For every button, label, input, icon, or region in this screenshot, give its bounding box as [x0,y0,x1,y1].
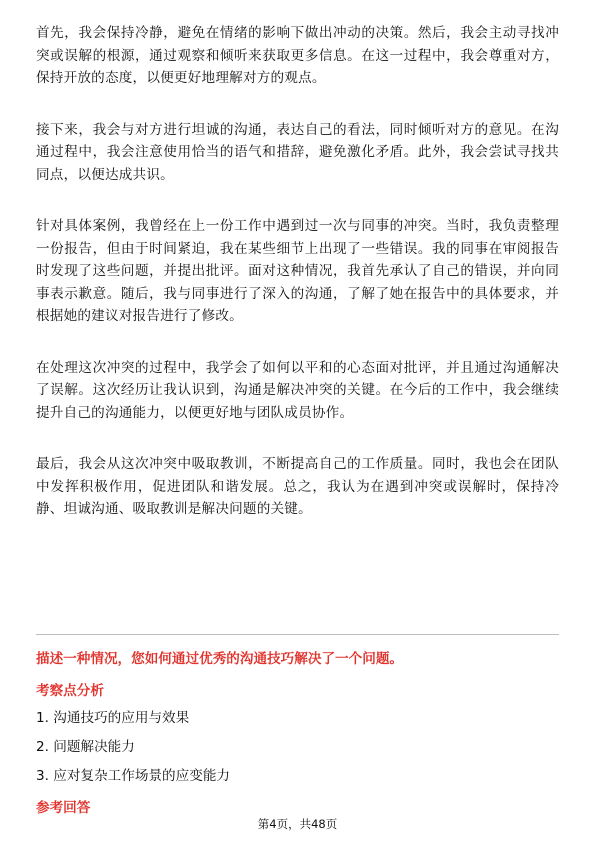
analysis-point-2: 2. 问题解决能力 [36,739,135,755]
page-number: 第4页，共48页 [257,817,338,831]
analysis-point-3: 3. 应对复杂工作场景的应变能力 [36,768,231,784]
question-heading: 描述一种情况，您如何通过优秀的沟通技巧解决了一个问题。 [36,651,404,667]
answer-body [36,22,559,521]
paragraph-2: 接下来，我会与对方进行坦诚的沟通，表达自己的看法，同时倾听对方的意见。在沟通过程中，我会注意使用恰当的语气和措辞，避免激化矛盾。此外，我会尝试寻找共同点，以便达成共识。 [36,121,559,183]
paragraph-4: 在处理这次冲突的过程中，我学会了如何以平和的心态面对批评，并且通过沟通解决了误解。这次经历让我认识到，沟通是解决冲突的关键。在今后的工作中，我会继续提升自己的沟通能力，以便更好地与团队成员协作。 [36,359,559,421]
analysis-point-1: 1. 沟通技巧的应用与效果 [36,710,190,726]
section-divider [36,634,559,635]
paragraph-1: 首先，我会保持冷静，避免在情绪的影响下做出冲动的决策。然后，我会主动寻找冲突或误解的根源，通过观察和倾听来获取更多信息。在这一过程中，我会尊重对方，保持开放的态度，以便更好地理解对方的观点。 [36,25,559,86]
answer-title: 参考回答 [36,800,91,816]
analysis-title: 考察点分析 [36,683,104,699]
paragraph-5: 最后，我会从这次冲突中吸取教训，不断提高自己的工作质量。同时，我也会在团队中发挥积极作用，促进团队和谐发展。总之，我认为在遇到冲突或误解时，保持冷静、坦诚沟通、吸取教训是解决问题的关键。 [36,456,559,517]
paragraph-3: 针对具体案例，我曾经在上一份工作中遇到过一次与同事的冲突。当时，我负责整理一份报告，但由于时间紧迫，我在某些细节上出现了一些错误。我的同事在审阅报告时发现了这些问题，并提出批评。面对这种情况，我首先承认了自己的错误，并向同事表示歉意。随后，我与同事进行了深入的沟通，了解了她在报告中的具体要求，并根据她的建议对报告进行了修改。 [36,218,559,324]
